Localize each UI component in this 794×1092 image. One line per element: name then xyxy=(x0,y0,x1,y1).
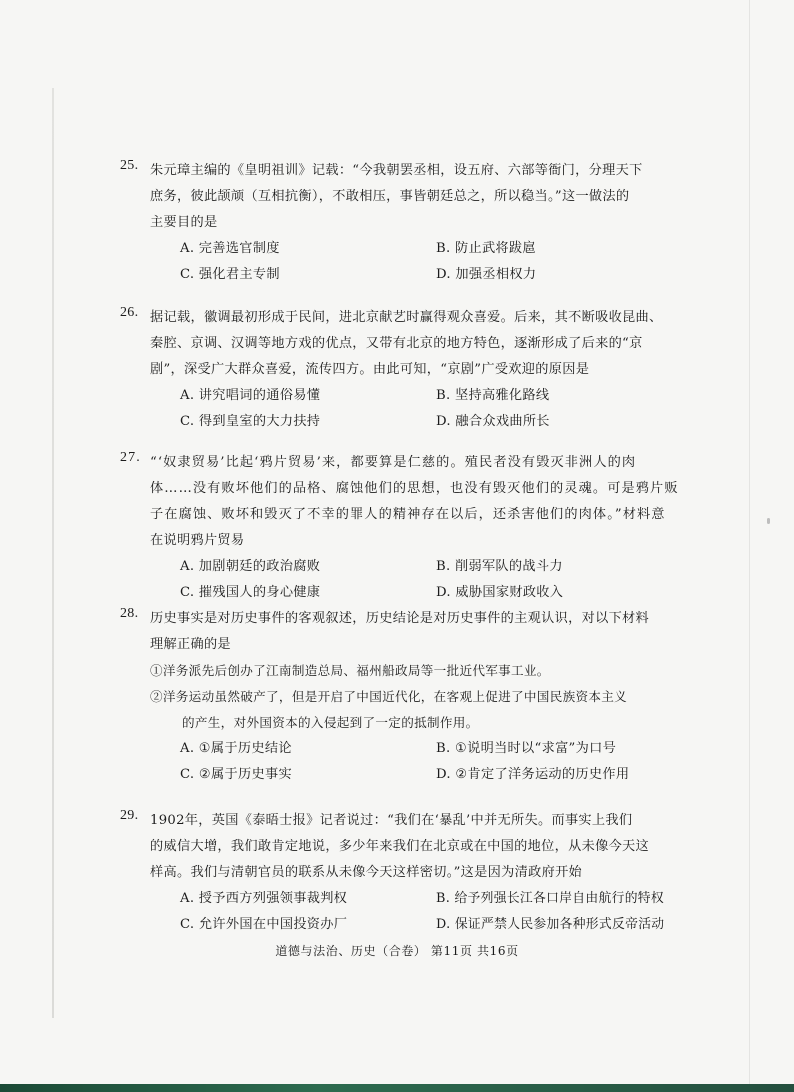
option-a: A. 完善选官制度 xyxy=(180,241,280,256)
question-26 xyxy=(120,305,688,435)
question-number: 25. xyxy=(120,158,139,173)
question-text-line: 主要目的是 xyxy=(150,215,218,230)
question-text-line: 理解正确的是 xyxy=(150,637,231,652)
question-text-line: 历史事实是对历史事件的客观叙述，历史结论是对历史事件的主观认识，对以下材料 xyxy=(150,611,650,626)
option-a: A. 加剧朝廷的政治腐败 xyxy=(180,559,321,574)
option-a: A. ①属于历史结论 xyxy=(180,741,292,756)
question-text-line: 1902年，英国《泰晤士报》记者说过：“我们在‘暴乱’中并无所失。而事实上我们 xyxy=(150,813,633,828)
question-text-line: 朱元璋主编的《皇明祖训》记载：“今我朝罢丞相，设五府、六部等衙门，分理天下 xyxy=(150,163,643,178)
question-text-line: 庶务，彼此颉颃（互相抗衡），不敢相压，事皆朝廷总之，所以稳当。”这一做法的 xyxy=(150,189,630,204)
options xyxy=(150,236,688,288)
question-28 xyxy=(120,606,688,788)
page-footer: 道德与法治、历史（合卷） 第11页 共16页 xyxy=(275,944,519,958)
question-text-line: 秦腔、京调、汉调等地方戏的优点，又带有北京的地方特色，逐渐形成了后来的“京 xyxy=(150,336,643,351)
question-25 xyxy=(120,158,688,288)
option-b: B. 给予列强长江各口岸自由航行的特权 xyxy=(436,891,664,906)
question-29 xyxy=(120,808,688,938)
question-text-line: 剧”，深受广大群众喜爱，流传四方。由此可知，“京剧”广受欢迎的原因是 xyxy=(150,362,590,377)
question-number: 27. xyxy=(120,450,141,465)
option-d: D. 威胁国家财政收入 xyxy=(436,585,564,600)
option-b: B. 防止武将跋扈 xyxy=(436,241,536,256)
question-text-line: 的威信大增，我们敢肯定地说，多少年来我们在北京或在中国的地位，从未像今天这 xyxy=(150,839,650,854)
question-text-line: 样高。我们与清朝官员的联系从未像今天这样密切。”这是因为清政府开始 xyxy=(150,865,583,880)
option-c: C. 允许外国在中国投资办厂 xyxy=(180,917,348,932)
question-text-line: 体……没有败坏他们的品格、腐蚀他们的思想，也没有毁灭他们的灵魂。可是鸦片贩 xyxy=(150,481,679,496)
material-line: ②洋务运动虽然破产了，但是开启了中国近代化，在客观上促进了中国民族资本主义 xyxy=(150,689,628,704)
question-text-line: “‘奴隶贸易’比起‘鸦片贸易’来，都要算是仁慈的。殖民者没有毁灭非洲人的肉 xyxy=(150,455,637,470)
option-d: D. 保证严禁人民参加各种形式反帝活动 xyxy=(436,917,665,932)
options xyxy=(150,554,688,606)
option-c: C. 摧残国人的身心健康 xyxy=(180,585,321,600)
question-number: 26. xyxy=(120,305,139,320)
options xyxy=(150,736,688,788)
material-line: ①洋务派先后创办了江南制造总局、福州船政局等一批近代军事工业。 xyxy=(150,663,550,678)
option-d: D. 融合众戏曲所长 xyxy=(436,414,550,429)
options xyxy=(150,383,688,435)
question-number: 28. xyxy=(120,606,139,621)
options xyxy=(150,886,688,938)
option-d: D. ②肯定了洋务运动的历史作用 xyxy=(436,767,630,782)
option-c: C. 得到皇室的大力扶持 xyxy=(180,414,321,429)
scan-background-strip xyxy=(0,1084,794,1092)
option-a: A. 讲究唱词的通俗易懂 xyxy=(180,388,321,403)
option-c: C. 强化君主专制 xyxy=(180,267,280,282)
option-b: B. ①说明当时以“求富”为口号 xyxy=(436,741,617,756)
question-text-line: 子在腐蚀、败坏和毁灭了不幸的罪人的精神存在以后，还杀害他们的肉体。”材料意 xyxy=(150,507,666,522)
question-text-line: 据记载，徽调最初形成于民间，进北京献艺时赢得观众喜爱。后来，其不断吸收昆曲、 xyxy=(150,310,663,325)
option-d: D. 加强丞相权力 xyxy=(436,267,537,282)
material-line: 的产生，对外国资本的入侵起到了一定的抵制作用。 xyxy=(182,715,479,730)
question-text-line: 在说明鸦片贸易 xyxy=(150,533,245,548)
option-b: B. 坚持高雅化路线 xyxy=(436,388,550,403)
option-a: A. 授予西方列强领事裁判权 xyxy=(180,891,348,906)
option-b: B. 削弱军队的战斗力 xyxy=(436,559,563,574)
option-c: C. ②属于历史事实 xyxy=(180,767,292,782)
question-number: 29. xyxy=(120,808,139,823)
question-27 xyxy=(120,450,688,606)
